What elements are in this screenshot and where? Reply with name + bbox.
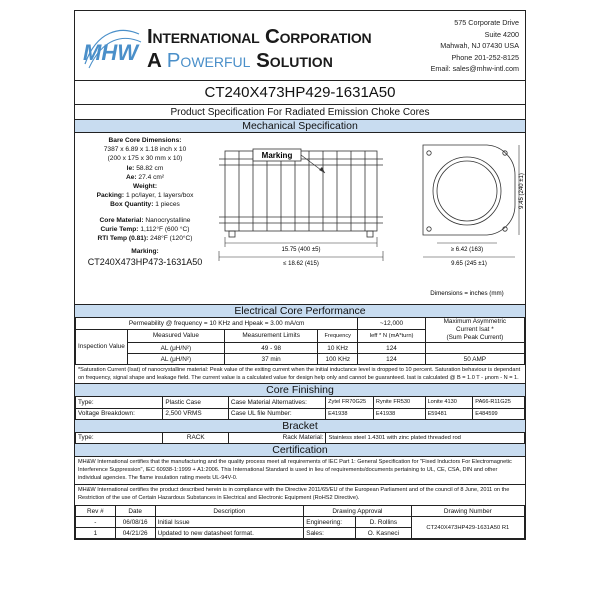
row-al-100k-ieff: 124 xyxy=(358,354,426,365)
max-asym-label: Maximum Asymmetric Current Isat * (Sum Peak Current) xyxy=(425,318,524,343)
col-date: Date xyxy=(115,506,155,517)
svg-text:MHW: MHW xyxy=(83,40,138,65)
col-limits: Measurement Limits xyxy=(224,329,317,343)
row-al-10k-name: AL (μH/N²) xyxy=(127,343,224,354)
ul-file-4: E484599 xyxy=(473,408,525,419)
col-drawing-number: Drawing Number xyxy=(411,506,524,517)
rev-row-2-rev: 1 xyxy=(76,528,116,539)
dimensions-note: Dimensions = inches (mm) xyxy=(430,290,504,297)
finishing-table xyxy=(75,397,525,420)
bracket-table xyxy=(75,433,525,445)
rev-row-1-date: 06/08/16 xyxy=(115,517,155,528)
ul-file-2: E41938 xyxy=(373,408,425,419)
rev-row-1-role: Engineering: xyxy=(304,517,356,528)
bracket-heading: Bracket xyxy=(75,420,525,433)
col-measured: Measured Value xyxy=(127,329,224,343)
voltage-label: Voltage Breakdown: xyxy=(76,408,163,419)
company-address: 575 Corporate Drive Suite 4200 Mahwah, NJ 07430 USA Phone 201-252-8125 Email: sales@mhw-intl.com xyxy=(430,18,519,73)
permeability-value: ~12,000 xyxy=(358,318,426,329)
part-number: CT240X473HP429-1631A50 xyxy=(75,81,525,105)
col-approval: Drawing Approval xyxy=(304,506,412,517)
rack-material-label: Rack Material: xyxy=(229,433,326,444)
case-alt-label: Case Material Alternatives: xyxy=(228,397,325,408)
rev-row-2-desc: Updated to new datasheet format. xyxy=(155,528,304,539)
dim-width: 9.65 (245 ±1) xyxy=(451,261,487,267)
rev-row-1-rev: - xyxy=(76,517,116,528)
row-al-100k-limits: 37 min xyxy=(224,354,317,365)
mhw-logo xyxy=(81,24,143,72)
row-al-10k-limits: 49 - 98 xyxy=(224,343,317,354)
dim-inner-diameter: ≥ 6.42 (163) xyxy=(450,247,484,253)
drawing-marking-label: Marking xyxy=(261,151,293,160)
electrical-table xyxy=(75,318,525,365)
dim-length: 15.75 (400 ±5) xyxy=(281,247,321,253)
mechanical-section xyxy=(75,133,525,305)
row-al-100k-name: AL (μH/N²) xyxy=(127,354,224,365)
drawing-number: CT240X473HP429-1631A50 R1 xyxy=(411,517,524,539)
case-alt-3: Lonite 4130 xyxy=(425,397,473,408)
case-alt-4: PA66-R11G25 xyxy=(473,397,525,408)
finish-type-label: Type: xyxy=(76,397,163,408)
ul-file-1: E41938 xyxy=(326,408,374,419)
voltage-value: 2,500 VRMS xyxy=(163,408,228,419)
ul-file-label: Case UL file Number: xyxy=(228,408,325,419)
col-ieff: Ieff * N (mA*turn) xyxy=(358,329,426,343)
marking-value: CT240X473HP473-1631A50 xyxy=(87,257,203,268)
certification-para-1: MH&W International certifies that the manufacturing and the quality process meet all requirements of IEC Part 1: General Specification for "Fixed Inductors For Electromagnetic Interference Suppression", IEC 60938-1:1999 + A1:2006. This International Standard is used in lieu of requirements/documents pertaining to UL, CE, CSA, DIN and other individual agencies. The flame insulation rating meets UL-94V-0. xyxy=(75,457,525,485)
dim-height: 9.45 (240 ±1) xyxy=(519,173,525,209)
col-rev: Rev # xyxy=(76,506,116,517)
col-frequency: Frequency xyxy=(318,329,358,343)
header xyxy=(75,11,525,81)
row-al-10k-freq: 10 KHz xyxy=(318,343,358,354)
finish-type-value: Plastic Case xyxy=(163,397,228,408)
finishing-heading: Core Finishing xyxy=(75,384,525,397)
max-asym-spacer xyxy=(425,343,524,354)
case-alt-2: Rynite FR530 xyxy=(373,397,425,408)
bracket-type-value: RACK xyxy=(163,433,229,444)
core-drawing xyxy=(215,133,527,305)
company-name: International Corporation xyxy=(147,25,372,48)
rev-row-2-role: Sales: xyxy=(304,528,356,539)
ul-file-3: E59481 xyxy=(425,408,473,419)
certification-heading: Certification xyxy=(75,444,525,457)
mechanical-heading: Mechanical Specification xyxy=(75,120,525,133)
certification-para-2: MH&W International certifies the product described herein is in compliance with the Directive 2011/65/EU of the European Parliament and of the council of 8 June, 2011 on the Restriction of the use of Certain Hazardous Substances in Electrical and Electronic Equipment (RoHS2 Directive). xyxy=(75,485,525,506)
dim-overall-length: ≤ 18.62 (415) xyxy=(283,261,319,267)
saturation-footnote: *Saturation Current (Isat) of nanocrystalline material: Peak value of the exiting current when the initial inductance level is dropped to 10 percent. Saturation behaviour is dependant on frequency, signal shape and leakage field. The current value is a calculated value for design help only and cannot be guaranteed. Isat is calculated @ B = 1.0 T - μnom - N = 1. xyxy=(75,365,525,384)
spec-sheet xyxy=(74,10,526,540)
row-al-10k-ieff: 124 xyxy=(358,343,426,354)
rev-row-2-date: 04/21/26 xyxy=(115,528,155,539)
bracket-type-label: Type: xyxy=(76,433,163,444)
rack-material-value: Stainless steel 1.4301 with zinc plated threaded rod xyxy=(326,433,525,444)
company-slogan: A Powerful Solution xyxy=(147,49,333,72)
rev-row-1-name: D. Rollins xyxy=(356,517,412,528)
document-subtitle: Product Specification For Radiated Emission Choke Cores xyxy=(75,105,525,120)
row-al-100k-freq: 100 KHz xyxy=(318,354,358,365)
permeability-text: Permeability @ frequency = 10 KHz and Hpeak = 3.00 mA/cm xyxy=(76,318,358,329)
rev-row-1-desc: Initial Issue xyxy=(155,517,304,528)
mechanical-details: Bare Core Dimensions: 7387 x 6.89 x 1.18 inch x 10 (200 x 175 x 30 mm x 10) le: 58.82 cm Ae: 27.4 cm² Weight: Packing: 1 pc/layer, 1 layers/box Box Quantity: 1 pieces Core Material: Nanocrystalline Curie Temp: 1,112°F (600 °C) RTI Temp (0.81): 248°F (120°C) Marking: CT240X473HP473-1631A50 xyxy=(75,133,215,305)
revision-table xyxy=(75,506,525,540)
inspection-value-label: Inspection Value xyxy=(76,329,128,365)
rev-row-2-name: O. Kasneci xyxy=(356,528,412,539)
case-alt-1: Zytel FR70G25 xyxy=(326,397,374,408)
electrical-heading: Electrical Core Performance xyxy=(75,305,525,318)
max-asym-value: 50 AMP xyxy=(425,354,524,365)
col-description: Description xyxy=(155,506,304,517)
